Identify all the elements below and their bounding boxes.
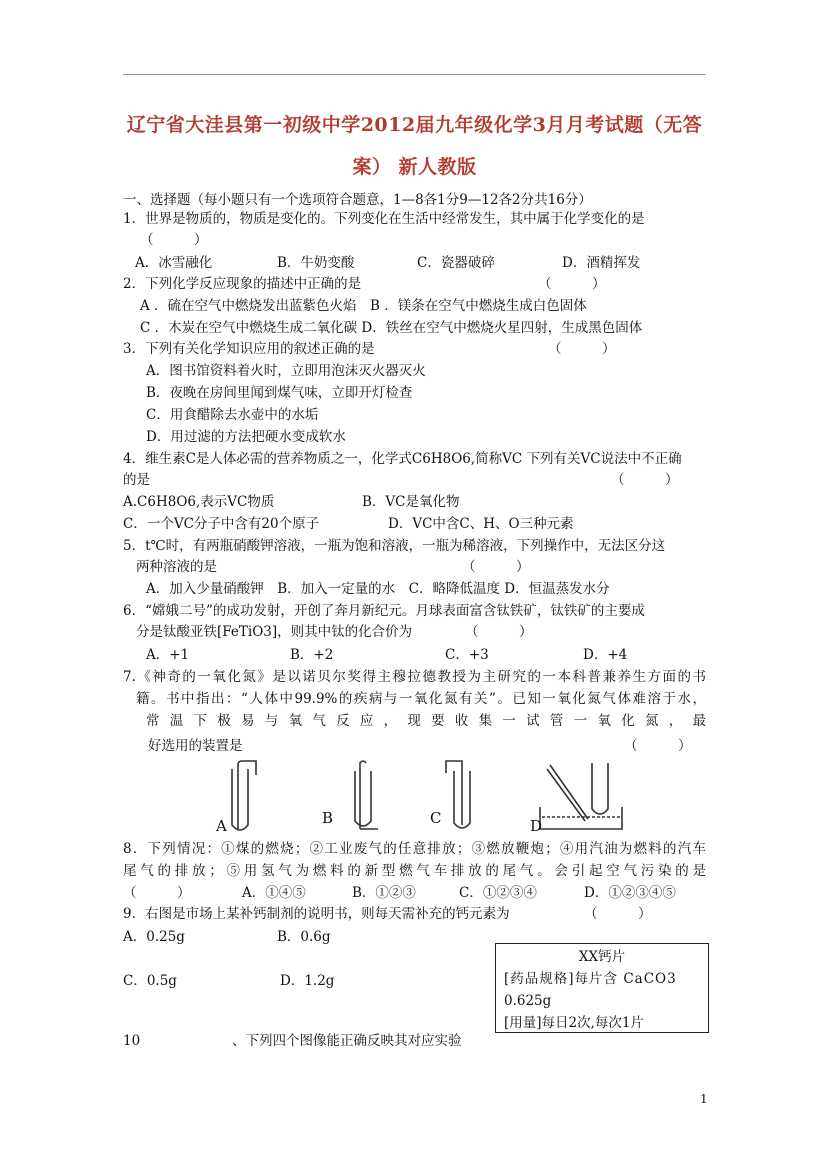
q2-answer-paren: （ ） — [538, 276, 606, 292]
section-heading: 一、选择题（每小题只有一个选项符合题意，1—8各1分9—12各2分共16分） — [123, 192, 592, 208]
paper-title-line2: 案） 新人教版 — [352, 156, 477, 178]
q4-stem-line1: 4．维生素C是人体必需的营养物质之一，化学式C6H8O6,简称VC 下列有关VC说法中不正确 — [123, 451, 682, 467]
apparatus-a-icon — [232, 761, 256, 830]
q4-answer-paren: （ ） — [611, 472, 679, 488]
q6-stem-line2: 分是钛酸亚铁[FeTiO3]，则其中钛的化合价为 — [136, 624, 413, 640]
q9-option-d: D．1.2g — [280, 973, 335, 989]
q5-stem-line1: 5．t℃时，有两瓶硝酸钾溶液，一瓶为饱和溶液，一瓶为稀溶液，下列操作中，无法区分这 — [123, 538, 666, 554]
q1-answer-paren: （ ） — [140, 232, 208, 248]
q8-line1: 8．下列情况：①煤的燃烧；②工业废气的任意排放；③燃放鞭炮；④用汽油为燃料的汽车 — [123, 841, 706, 857]
q1-option-c: C．瓷器破碎 — [417, 255, 495, 271]
q5-options: A．加入少量硝酸钾 B．加入一定量的水 C．略降低温度 D．恒温蒸发水分 — [146, 581, 610, 597]
apparatus-c-icon — [446, 761, 470, 828]
calcium-tablet-label-box — [495, 943, 709, 1033]
q3-option-d: D．用过滤的方法把硬水变成软水 — [146, 429, 346, 445]
q9-stem: 9．右图是市场上某补钙制剂的说明书，则每天需补充的钙元素为 — [123, 906, 510, 922]
q3-option-b: B．夜晚在房间里闻到煤气味，立即开灯检查 — [146, 385, 413, 401]
box-spec-amount: 0.625g — [504, 993, 552, 1009]
q2-options-cd: C ．木炭在空气中燃烧生成二氧化碳 D．铁丝在空气中燃烧火星四射，生成黑色固体 — [140, 320, 643, 336]
q8-option-c: C．①②③④ — [459, 885, 537, 901]
q6-option-b: B．+2 — [290, 647, 334, 663]
q3-stem: 3．下列有关化学知识应用的叙述正确的是 — [123, 341, 375, 357]
q10-number: 10 — [123, 1033, 141, 1049]
apparatus-label-c: C — [430, 809, 442, 827]
q6-answer-paren: （ ） — [465, 624, 533, 640]
q7-line2: 籍。书中指出：“人体中99.9%的疾病与一氧化氮有关”。已知一氧化氮气体难溶于水， — [136, 691, 706, 707]
q1-option-a: A．冰雪融化 — [135, 255, 213, 271]
page-number: 1 — [700, 1092, 708, 1106]
q1-stem: 1．世界是物质的，物质是变化的。下列变化在生活中经常发生，其中属于化学变化的是 — [123, 211, 645, 227]
apparatus-b-icon — [355, 761, 378, 829]
apparatus-label-d: D — [530, 817, 543, 835]
q8-option-d: D．①②③④⑤ — [584, 885, 676, 901]
q9-option-c: C．0.5g — [123, 973, 177, 989]
q8-line2: 尾气的排放；⑤用氢气为燃料的新型燃气车排放的尾气。会引起空气污染的是 — [123, 863, 706, 879]
q8-option-a: A．①④⑤ — [242, 885, 306, 901]
q1-option-d: D．酒精挥发 — [562, 255, 641, 271]
paper-title-line1: 辽宁省大洼县第一初级中学2012届九年级化学3月月考试题（无答 — [126, 114, 703, 136]
q9-answer-paren: （ ） — [584, 906, 652, 922]
q7-line1: 7.《神奇的一氧化氮》是以诺贝尔奖得主穆拉德教授为主研究的一本科普兼养生方面的书 — [123, 669, 706, 685]
q7-line4: 好选用的装置是 — [148, 738, 243, 754]
q6-option-c: C．+3 — [445, 647, 489, 663]
q9-option-a: A．0.25g — [123, 929, 185, 945]
q2-options-ab: A ．硫在空气中燃烧发出蓝紫色火焰 B ．镁条在空气中燃烧生成白色固体 — [140, 298, 587, 314]
q3-option-c: C．用食醋除去水壶中的水垢 — [146, 407, 319, 423]
q8-option-b: B．①②③ — [352, 885, 416, 901]
q6-stem-line1: 6．“嫦娥二号”的成功发射，开创了奔月新纪元。月球表面富含钛铁矿，钛铁矿的主要成 — [123, 603, 645, 619]
box-spec-line: [药品规格]每片含 CaCO3 — [504, 971, 677, 987]
header-rule — [123, 74, 706, 75]
q2-stem: 2．下列化学反应现象的描述中正确的是 — [123, 276, 362, 292]
q4-option-d: D．VC中含C、H、O三种元素 — [388, 516, 574, 532]
q4-stem-line2: 的是 — [123, 472, 150, 488]
q7-apparatus-figure — [210, 755, 640, 835]
q8-answer-paren: （ ） — [123, 885, 191, 901]
apparatus-label-a: A — [216, 817, 227, 835]
q6-option-a: A．+1 — [146, 647, 190, 663]
q3-answer-paren: （ ） — [548, 341, 616, 357]
q9-option-b: B．0.6g — [277, 929, 331, 945]
box-dosage: [用量]每日2次,每次1片 — [504, 1015, 645, 1031]
q10-stem: 、下列四个图像能正确反映其对应实验 — [232, 1033, 462, 1049]
q4-option-b: B．VC是氧化物 — [362, 494, 460, 510]
q5-answer-paren: （ ） — [462, 559, 530, 575]
box-title: XX钙片 — [578, 949, 626, 965]
q1-option-b: B．牛奶变酸 — [277, 255, 355, 271]
q6-option-d: D．+4 — [583, 647, 628, 663]
q7-answer-paren: （ ） — [624, 738, 692, 754]
apparatus-d-icon — [540, 763, 622, 829]
q3-option-a: A．图书馆资料着火时，立即用泡沫灭火器灭火 — [146, 363, 426, 379]
q4-option-a: A.C6H8O6,表示VC物质 — [123, 494, 275, 510]
apparatus-label-b: B — [322, 809, 334, 827]
q4-option-c: C．一个VC分子中含有20个原子 — [123, 516, 320, 532]
q5-stem-line2: 两种溶液的是 — [136, 559, 217, 575]
q7-line3: 常温下极易与氧气反应，现要收集一试管一氧化氮，最 — [146, 713, 706, 729]
